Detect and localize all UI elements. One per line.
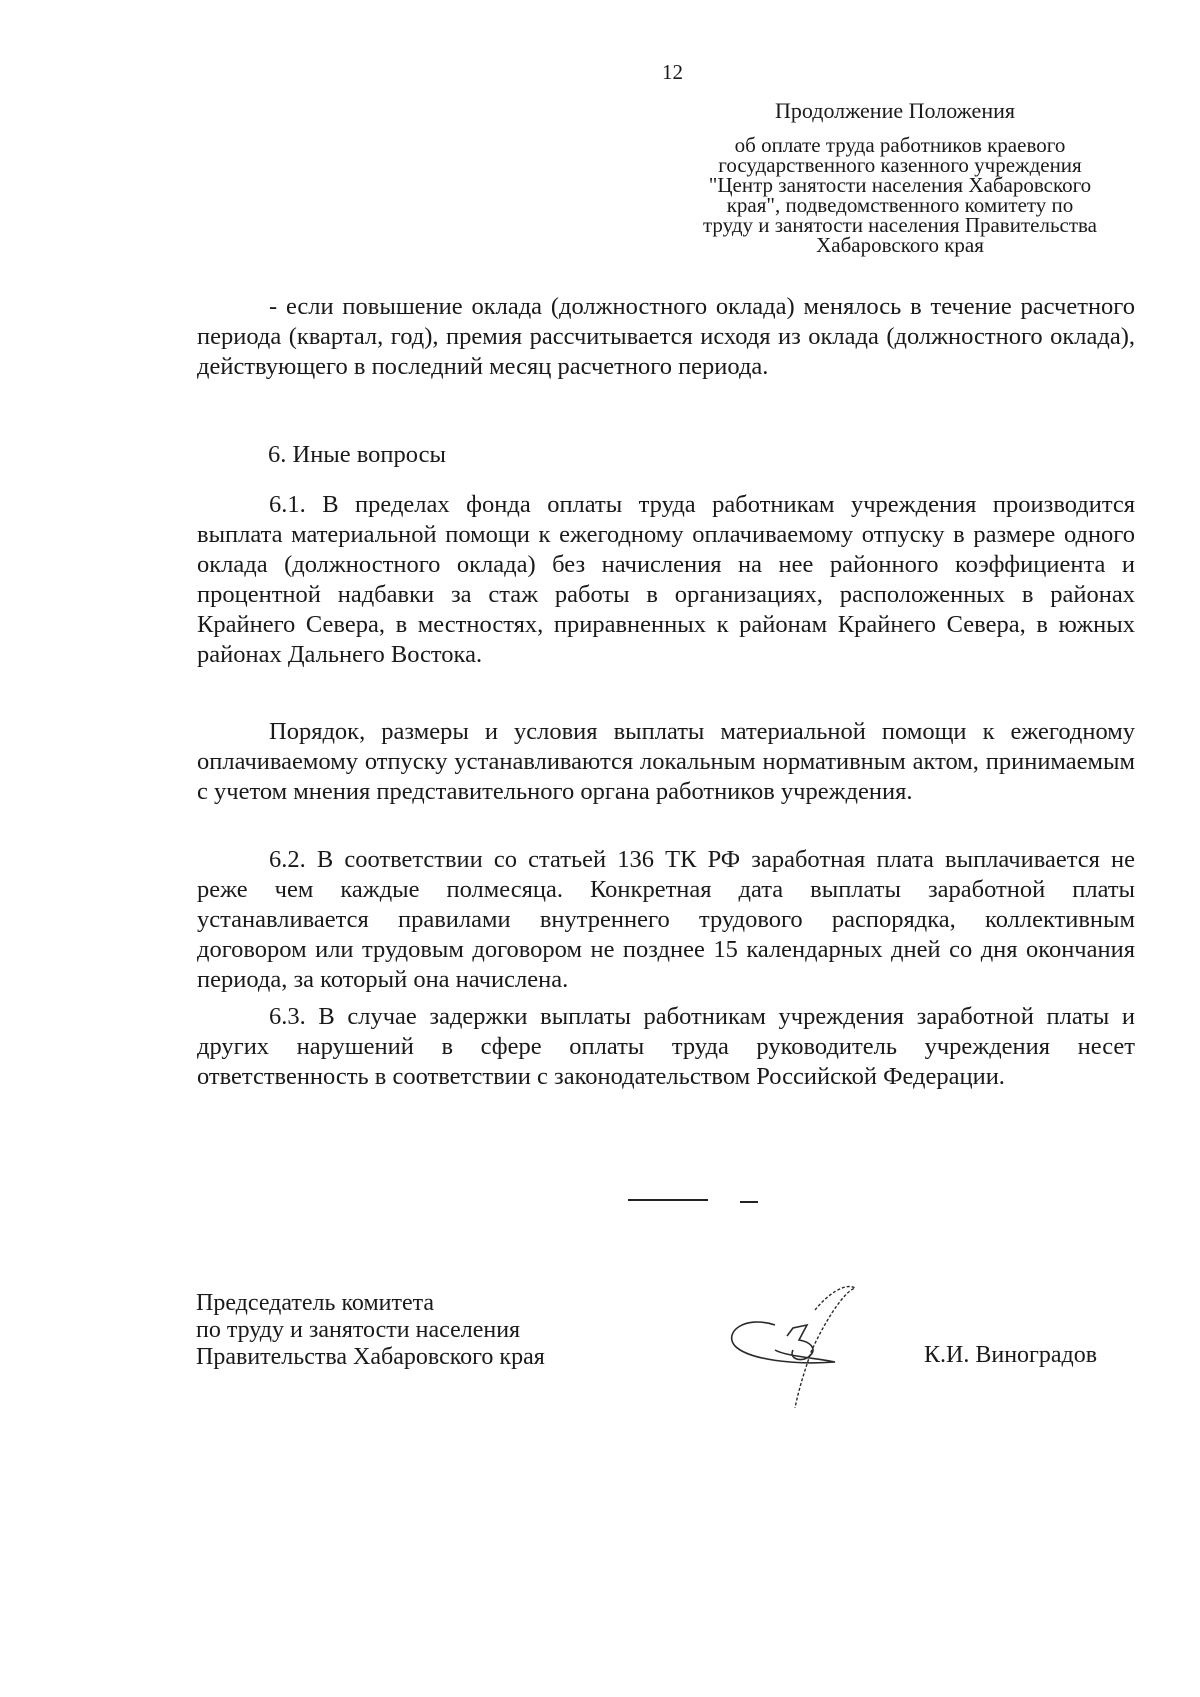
- section-heading: 6. Иные вопросы: [268, 441, 446, 468]
- paragraph-6-1: 6.1. В пределах фонда оплаты труда работникам учреждения производится выплата материальной помощи к ежегодному оплачиваемому отпуску в размере одного оклада (должностного оклада) без начисления на нее районного коэффициента и процентной надбавки за стаж работы в организациях, расположенных в районах Крайнего Севера, в местностях, приравненных к районам Крайнего Севера, в южных районах Дальнего Востока.: [197, 491, 1135, 668]
- signatory-title-line: Правительства Хабаровского края: [196, 1344, 545, 1370]
- document-header-block: [660, 135, 1140, 255]
- signatory-title: [196, 1290, 545, 1371]
- end-divider: [628, 1199, 708, 1201]
- page-number: 12: [662, 60, 683, 84]
- header-line: Хабаровского края: [816, 233, 984, 257]
- header-line: труду и занятости населения Правительства: [703, 213, 1097, 237]
- header-line: об оплате труда работников краевого: [734, 133, 1066, 157]
- header-line: "Центр занятости населения Хабаровского: [708, 173, 1092, 197]
- paragraph-salary-change: - если повышение оклада (должностного оклада) менялось в течение расчетного периода (квартал, год), премия рассчитывается исходя из оклада (должностного оклада), действующего в последний месяц расчетного периода.: [197, 293, 1135, 380]
- header-line: государственного казенного учреждения: [718, 153, 1082, 177]
- continuation-title: Продолжение Положения: [775, 98, 1015, 123]
- signatory-title-line: Председатель комитета: [196, 1290, 435, 1316]
- end-divider-short: [740, 1201, 758, 1203]
- handwritten-signature: [715, 1270, 885, 1415]
- signatory-title-line: по труду и занятости населения: [196, 1317, 521, 1343]
- header-line: края", подведомственного комитету по: [726, 193, 1074, 217]
- paragraph-6-2: 6.2. В соответствии со статьей 136 ТК РФ заработная плата выплачивается не реже чем каждые полмесяца. Конкретная дата выплаты заработной платы устанавливается правилами внутреннего трудового распорядка, коллективным договором или трудовым договором не позднее 15 календарных дней со дня окончания периода, за который она начислена.: [197, 846, 1135, 993]
- signatory-name: К.И. Виноградов: [924, 1342, 1098, 1368]
- paragraph-6-3: 6.3. В случае задержки выплаты работникам учреждения заработной платы и других нарушений в сфере оплаты труда руководитель учреждения несет ответственность в соответствии с законодательством Российской Федерации.: [197, 1003, 1135, 1090]
- paragraph-order: Порядок, размеры и условия выплаты материальной помощи к ежегодному оплачиваемому отпуску устанавливаются локальным нормативным актом, принимаемым с учетом мнения представительного органа работников учреждения.: [197, 718, 1135, 805]
